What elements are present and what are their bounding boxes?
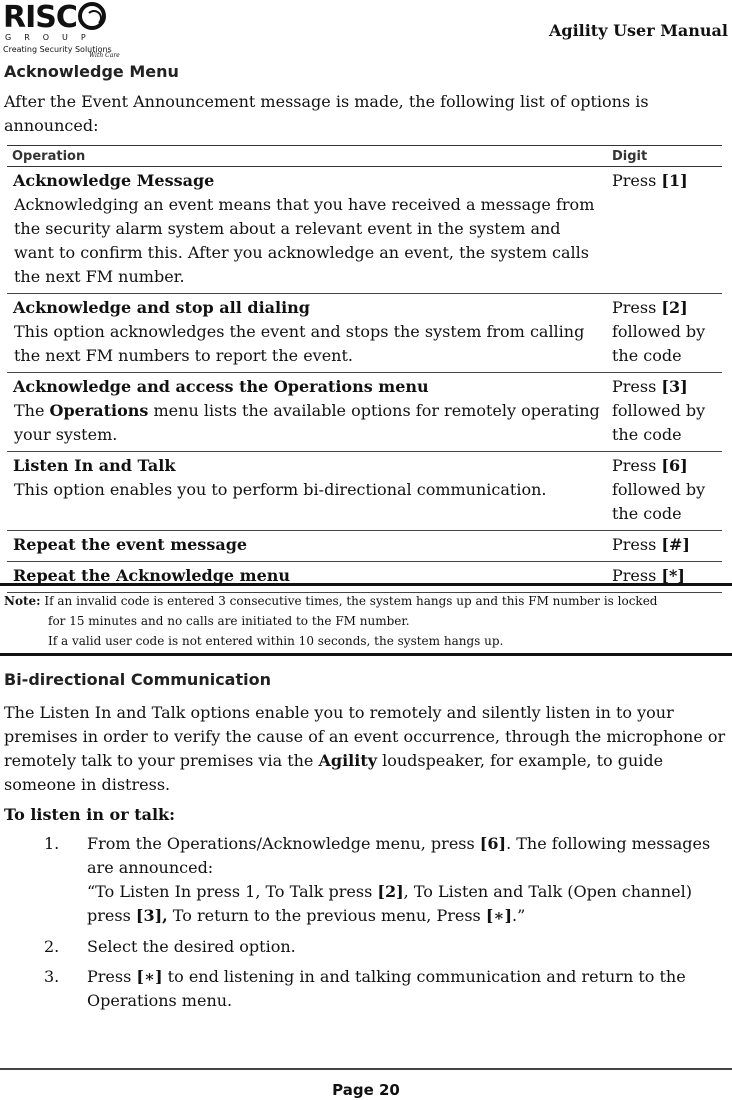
operation-title: Acknowledge and stop all dialing	[13, 298, 310, 317]
note-label: Note:	[4, 594, 41, 608]
digit-key: [*]	[661, 566, 685, 585]
table-row	[7, 167, 722, 294]
table-row	[7, 294, 722, 373]
operation-description: This option acknowledges the event and stops the system from calling the next FM numbers to report the event.	[14, 322, 585, 365]
note-box	[0, 583, 732, 656]
page-number: Page 20	[332, 1081, 400, 1099]
note-line: Note: If an invalid code is entered 3 consecutive times, the system hangs up and this FM number is locked	[4, 594, 658, 608]
operation-cell	[7, 531, 607, 562]
operation-cell	[7, 294, 607, 373]
step-text: From the Operations/Acknowledge menu, press [6]. The following messages are announced: “To Listen In press 1, To Talk press [2], To Listen and Talk (Open channel) press [3], To return to the previous menu, Press [∗].”	[87, 834, 711, 925]
digit-key: [2]	[661, 298, 688, 317]
note-line: for 15 minutes and no calls are initiated to the FM number.	[48, 614, 410, 628]
operation-description: This option enables you to perform bi-directional communication.	[14, 480, 547, 499]
step-number: 1.	[44, 834, 60, 853]
operation-title: Acknowledge and access the Operations menu	[13, 377, 429, 396]
operation-cell	[7, 167, 607, 294]
operation-title: Repeat the event message	[13, 535, 248, 554]
operations-table	[7, 145, 722, 593]
column-header-operation: Operation	[7, 146, 607, 167]
digit-cell: Press [2] followed by the code	[607, 294, 722, 373]
section-heading-bi-directional: Bi-directional Communication	[4, 670, 271, 689]
digit-cell: Press [6] followed by the code	[607, 452, 722, 531]
listen-talk-subheading: To listen in or talk:	[4, 805, 176, 824]
step-text: Press [∗] to end listening in and talking communication and return to the Operations menu.	[87, 967, 686, 1010]
table-header-row	[7, 146, 722, 167]
step-number: 2.	[44, 937, 60, 956]
table-row	[7, 452, 722, 531]
bi-directional-paragraph: The Listen In and Talk options enable you to remotely and silently listen in to your premises in order to verify the cause of an event occurrence, through the microphone or remotely talk to your premises via the Agility loudspeaker, for example, to guide someone in distress.	[4, 703, 726, 794]
operation-title: Acknowledge Message	[13, 171, 215, 190]
manual-title: Agility User Manual	[548, 21, 728, 40]
digit-cell: Press [3] followed by the code	[607, 373, 722, 452]
operation-description: Acknowledging an event means that you have received a message from the security alarm system about a relevant event in the system and want to confirm this. After you acknowledge an event, the system calls the next FM number.	[14, 195, 595, 286]
operation-cell	[7, 452, 607, 531]
step-text: Select the desired option.	[87, 937, 296, 956]
digit-cell: Press [*]	[607, 562, 722, 593]
digit-cell: Press [#]	[607, 531, 722, 562]
table-row	[7, 373, 722, 452]
intro-paragraph: After the Event Announcement message is made, the following list of options is announced:	[4, 92, 649, 135]
digit-key: [#]	[661, 535, 690, 554]
operation-title: Listen In and Talk	[13, 456, 176, 475]
digit-key: [1]	[661, 171, 688, 190]
logo-wordmark: RISC	[3, 2, 106, 33]
operation-description: The Operations menu lists the available options for remotely operating your system.	[14, 401, 600, 444]
operation-title: Repeat the Acknowledge menu	[13, 566, 291, 585]
column-header-digit: Digit	[607, 146, 722, 167]
digit-cell: Press [1]	[607, 167, 722, 294]
table-row	[7, 531, 722, 562]
digit-key: [3]	[661, 377, 688, 396]
logo-ring-icon	[78, 2, 106, 30]
risco-logo	[3, 2, 123, 58]
section-heading-acknowledge-menu: Acknowledge Menu	[4, 62, 179, 81]
logo-care: With Care	[89, 52, 120, 59]
logo-group-text: GROUP	[5, 33, 99, 42]
operation-cell	[7, 373, 607, 452]
page-footer	[0, 1068, 732, 1099]
note-line: If a valid user code is not entered within 10 seconds, the system hangs up.	[48, 634, 504, 648]
logo-tagline: Creating Security Solutions	[3, 45, 112, 54]
digit-key: [6]	[661, 456, 688, 475]
step-number: 3.	[44, 967, 60, 986]
